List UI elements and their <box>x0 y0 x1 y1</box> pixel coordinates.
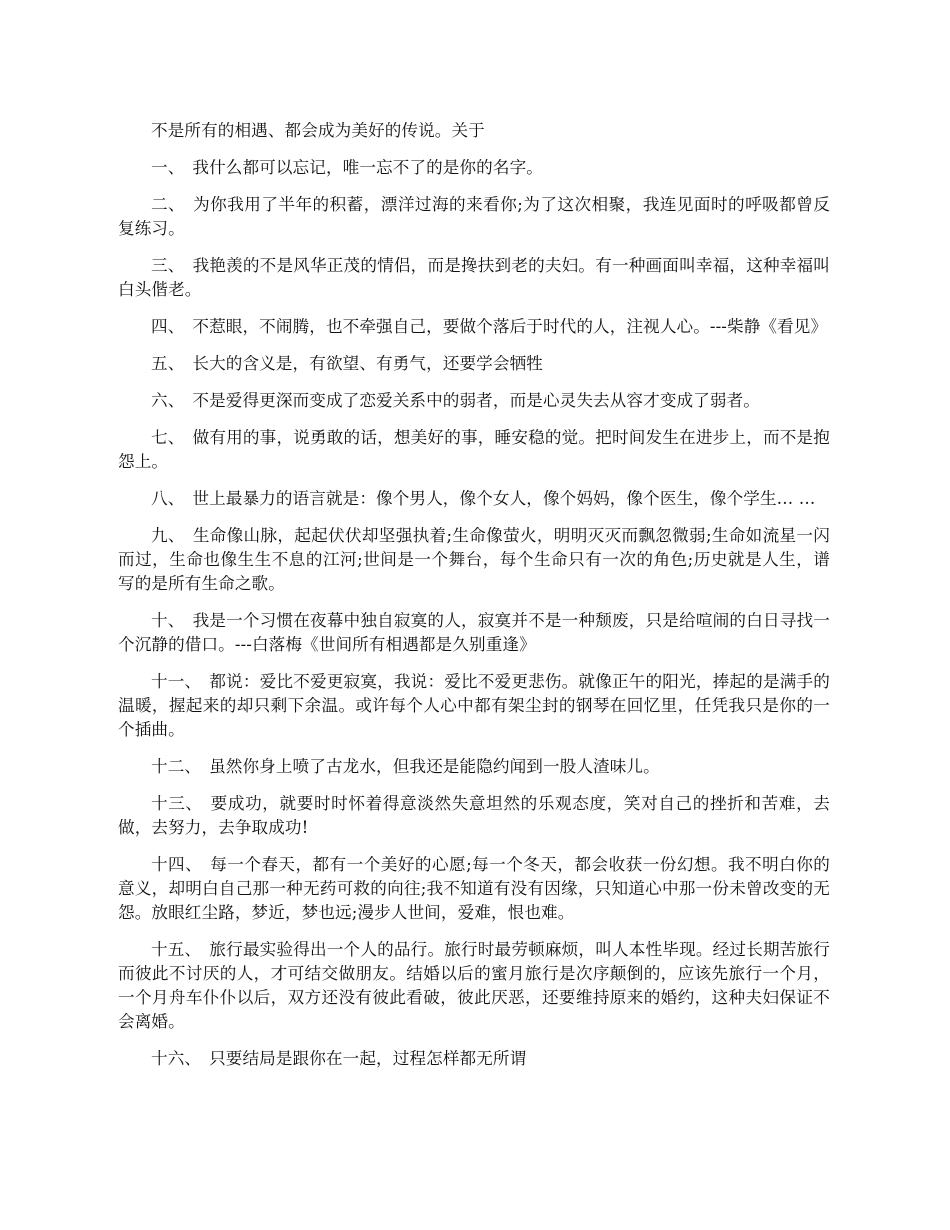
item-number: 十一、 <box>151 672 202 691</box>
item-text: 长大的含义是，有欲望、有勇气，还要学会牺牲 <box>192 354 543 373</box>
item-number: 一、 <box>151 158 185 177</box>
item-text: 只要结局是跟你在一起，过程怎样都无所谓 <box>209 1049 527 1068</box>
list-item <box>118 487 830 511</box>
item-number: 八、 <box>151 489 185 508</box>
item-text: 做有用的事，说勇敢的话，想美好的事，睡安稳的觉。把时间发生在进步上，而不是抱怨上。 <box>118 428 830 471</box>
list-item <box>118 426 830 474</box>
item-number: 七、 <box>151 428 185 447</box>
item-text: 为你我用了半年的积蓄，漂洋过海的来看你;为了这次相聚，我连见面时的呼吸都曾反复练习。 <box>118 195 831 238</box>
item-number: 五、 <box>151 354 185 373</box>
item-number: 三、 <box>151 256 185 275</box>
item-text: 都说：爱比不爱更寂寞，我说：爱比不爱更悲伤。就像正午的阳光，捧起的是满手的温暖，握起来的却只剩下余温。或许每个人心中都有架尘封的钢琴在回忆里，任凭我只是你的一个插曲。 <box>118 672 830 739</box>
list-item <box>118 524 830 596</box>
item-text: 旅行最实验得出一个人的品行。旅行时最劳顿麻烦，叫人本性毕现。经过长期苦旅行而彼此不讨厌的人，才可结交做朋友。结婚以后的蜜月旅行是次序颠倒的，应该先旅行一个月，一个月舟车仆仆以后，双方还没有彼此看破，彼此厌恶，还要维持原来的婚约，这种夫妇保证不会离婚。 <box>118 940 830 1031</box>
item-number: 二、 <box>151 195 186 214</box>
list-item <box>118 609 830 657</box>
list-item <box>118 193 830 241</box>
item-number: 十二、 <box>151 757 202 776</box>
item-number: 十四、 <box>151 855 203 874</box>
item-text: 世上最暴力的语言就是：像个男人，像个女人，像个妈妈，像个医生，像个学生… … <box>192 489 816 508</box>
item-text: 不是爱得更深而变成了恋爱关系中的弱者，而是心灵失去从容才变成了弱者。 <box>192 391 760 410</box>
item-text: 我什么都可以忘记，唯一忘不了的是你的名字。 <box>192 158 543 177</box>
item-text: 不惹眼，不闹腾，也不牵强自己，要做个落后于时代的人，注视人心。---柴静《看见》 <box>192 317 828 336</box>
item-text: 我是一个习惯在夜幕中独自寂寞的人，寂寞并不是一种颓废，只是给喧闹的白日寻找一个沉静的借口。---白落梅《世间所有相遇都是久别重逢》 <box>118 611 830 654</box>
list-item <box>118 1047 830 1071</box>
list-item <box>118 938 830 1034</box>
item-number: 十三、 <box>151 794 203 813</box>
list-item <box>118 352 830 376</box>
item-text: 虽然你身上喷了古龙水，但我还是能隐约闻到一股人渣味儿。 <box>209 757 660 776</box>
item-number: 十六、 <box>151 1049 202 1068</box>
item-number: 十、 <box>151 611 185 630</box>
list-item <box>118 315 830 339</box>
intro-paragraph: 不是所有的相遇、都会成为美好的传说。关于 <box>151 121 485 140</box>
item-number: 四、 <box>151 317 185 336</box>
list-item <box>118 755 830 779</box>
item-number: 九、 <box>151 526 185 545</box>
list-item <box>118 156 830 180</box>
list-item <box>118 670 830 742</box>
document-body <box>118 119 830 1084</box>
list-item <box>118 792 830 840</box>
item-number: 六、 <box>151 391 185 410</box>
list-item <box>118 254 830 302</box>
list-item <box>118 853 830 925</box>
item-text: 我艳羡的不是风华正茂的情侣，而是搀扶到老的夫妇。有一种画面叫幸福，这种幸福叫白头偕老。 <box>118 256 830 299</box>
item-text: 每一个春天，都有一个美好的心愿;每一个冬天，都会收获一份幻想。我不明白你的意义，却明白自己那一种无药可救的向往;我不知道有没有因缘，只知道心中那一份未曾改变的无怨。放眼红尘路，梦近，梦也远;漫步人世间，爱难，恨也难。 <box>118 855 830 922</box>
item-text: 生命像山脉，起起伏伏却坚强执着;生命像萤火，明明灭灭而飘忽微弱;生命如流星一闪而过，生命也像生生不息的江河;世间是一个舞台，每个生命只有一次的角色;历史就是人生，谱写的是所有生命之歌。 <box>118 526 830 593</box>
item-number: 十五、 <box>151 940 202 959</box>
item-text: 要成功，就要时时怀着得意淡然失意坦然的乐观态度，笑对自己的挫折和苦难，去做，去努力，去争取成功! <box>118 794 830 837</box>
list-item <box>118 389 830 413</box>
